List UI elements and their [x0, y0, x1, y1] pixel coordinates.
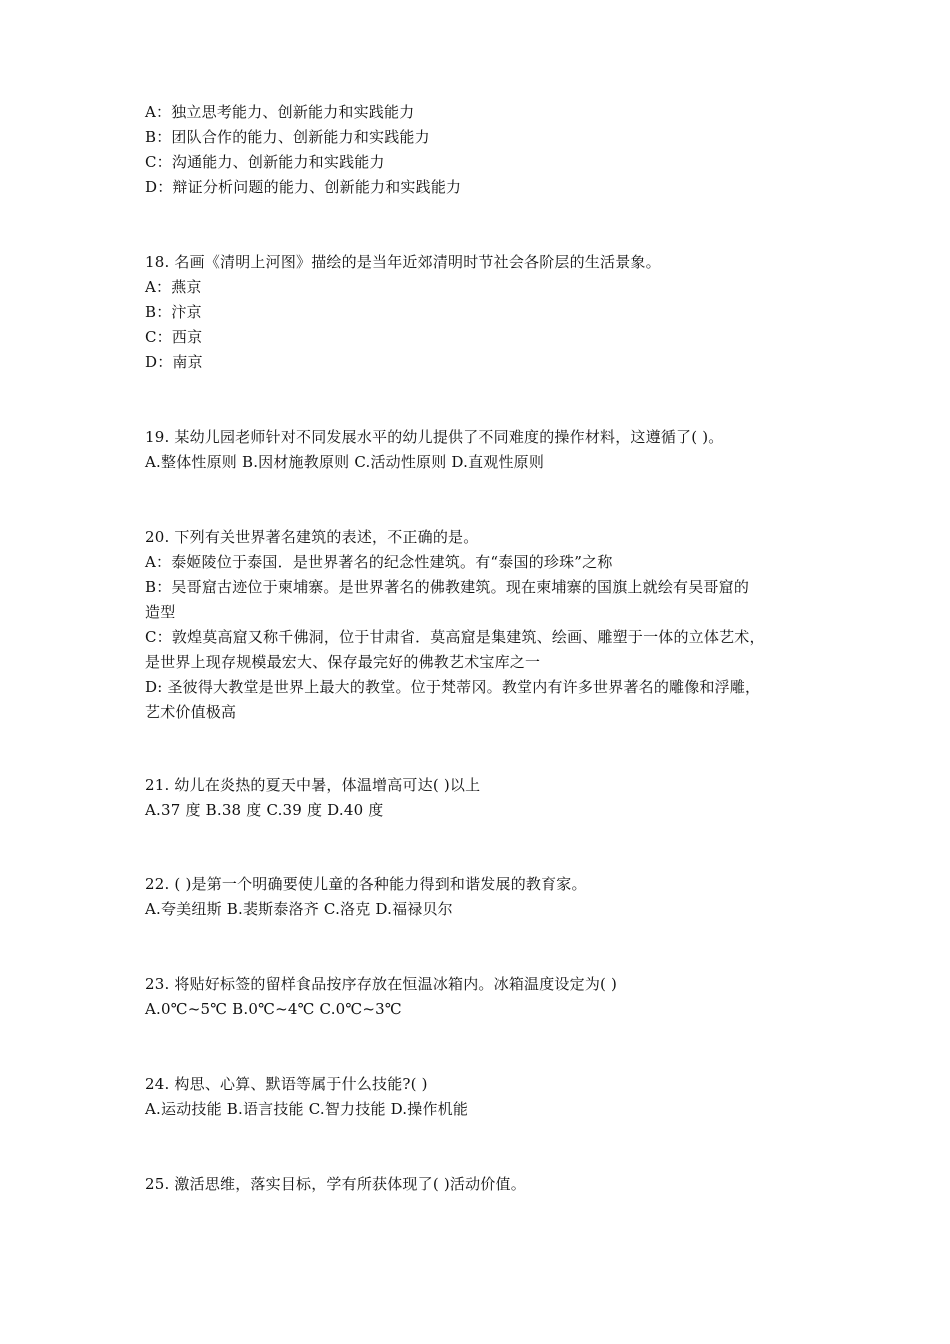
q19-options: A.整体性原则 B.因材施教原则 C.活动性原则 D.直观性原则 — [145, 453, 545, 471]
q17-option-a: A：独立思考能力、创新能力和实践能力 — [145, 103, 415, 121]
q24-options: A.运动技能 B.语言技能 C.智力技能 D.操作机能 — [145, 1100, 469, 1118]
q22-options: A.夸美纽斯 B.裴斯泰洛齐 C.洛克 D.福禄贝尔 — [145, 900, 453, 918]
q18-option-d: D：南京 — [145, 353, 203, 371]
q20-option-a: A：泰姬陵位于泰国．是世界著名的纪念性建筑。有“泰国的珍珠”之称 — [145, 553, 613, 571]
q23-question: 23. 将贴好标签的留样食品按序存放在恒温冰箱内。冰箱温度设定为( ) — [145, 975, 618, 993]
q17-option-d: D：辩证分析问题的能力、创新能力和实践能力 — [145, 178, 462, 196]
q18-option-c: C：西京 — [145, 328, 203, 346]
q18-option-b: B：汴京 — [145, 303, 202, 321]
q19-question: 19. 某幼儿园老师针对不同发展水平的幼儿提供了不同难度的操作材料，这遵循了( )。 — [145, 428, 724, 446]
q20-question: 20. 下列有关世界著名建筑的表述，不正确的是。 — [145, 528, 479, 546]
q25-question: 25. 激活思维，落实目标，学有所获体现了( )活动价值。 — [145, 1175, 526, 1193]
q24-question: 24. 构思、心算、默语等属于什么技能?( ) — [145, 1075, 428, 1093]
q18-option-a: A：燕京 — [145, 278, 202, 296]
q20-option-d-cont: 艺术价值极高 — [145, 703, 237, 721]
q17-option-c: C：沟通能力、创新能力和实践能力 — [145, 153, 385, 171]
q21-question: 21. 幼儿在炎热的夏天中暑，体温增高可达( )以上 — [145, 776, 481, 794]
q23-options: A.0℃~5℃ B.0℃~4℃ C.0℃~3℃ — [145, 1000, 402, 1018]
q20-option-b: B：吴哥窟古迹位于柬埔寨。是世界著名的佛教建筑。现在柬埔寨的国旗上就绘有吴哥窟的 — [145, 578, 750, 596]
q20-option-b-cont: 造型 — [145, 603, 176, 621]
q20-option-c: C：敦煌莫高窟又称千佛洞，位于甘肃省．莫高窟是集建筑、绘画、雕塑于一体的立体艺术， — [145, 628, 765, 646]
q18-question: 18. 名画《清明上河图》描绘的是当年近郊清明时节社会各阶层的生活景象。 — [145, 253, 661, 271]
q17-option-b: B：团队合作的能力、创新能力和实践能力 — [145, 128, 430, 146]
q20-option-d: D: 圣彼得大教堂是世界上最大的教堂。位于梵蒂冈。教堂内有许多世界著名的雕像和浮雕， — [145, 678, 761, 696]
q20-option-c-cont: 是世界上现存规模最宏大、保存最完好的佛教艺术宝库之一 — [145, 653, 541, 671]
q21-options: A.37 度 B.38 度 C.39 度 D.40 度 — [145, 801, 384, 819]
q22-question: 22. ( )是第一个明确要使儿童的各种能力得到和谐发展的教育家。 — [145, 875, 587, 893]
